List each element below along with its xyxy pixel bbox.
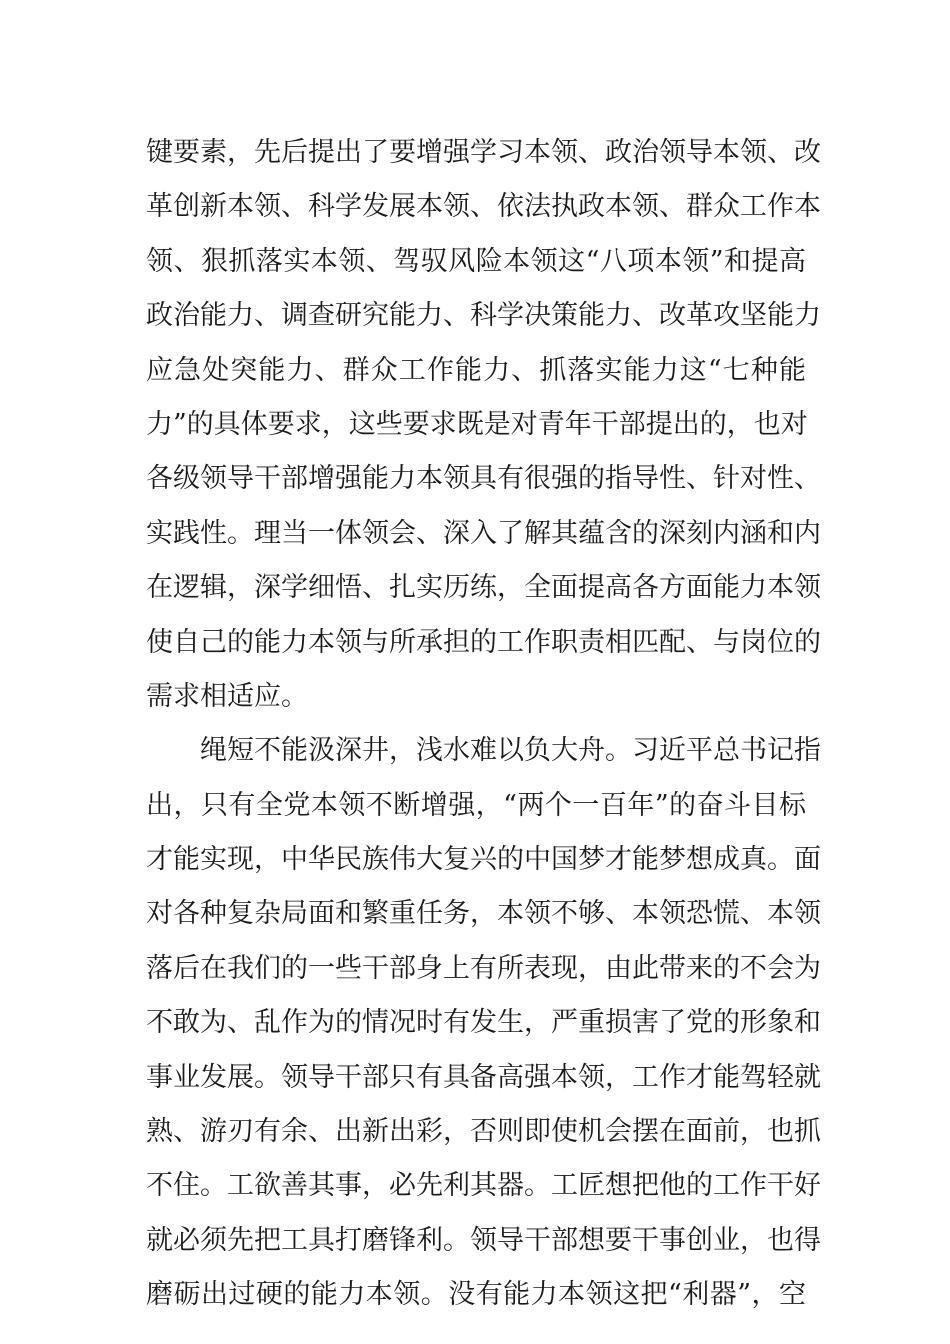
paragraph-1-line-2: 革创新本领、科学发展本领、依法执政本领、群众工作本 [146,191,821,223]
paragraph-1-line-10: 使自己的能力本领与所承担的工作职责相匹配、与岗位的 [146,626,821,658]
paragraph-2-line-11: 磨砺出过硬的能力本领。没有能力本领这把“利器”，空 [146,1279,806,1311]
paragraph-2-line-6: 不敢为、乱作为的情况时有发生，严重损害了党的形象和 [146,1007,821,1039]
paragraph-2-line-10: 就必须先把工具打磨锋利。领导干部想要干事创业，也得 [146,1224,821,1256]
paragraph-1-line-4: 政治能力、调查研究能力、科学决策能力、改革攻坚能力 [146,300,821,332]
paragraph-1-line-3: 领、狠抓落实本领、驾驭风险本领这“八项本领”和提高 [146,245,806,277]
paragraph-1-line-9: 在逻辑，深学细悟、扎实历练，全面提高各方面能力本领 [146,572,821,604]
paragraph-2-line-9: 不住。工欲善其事，必先利其器。工匠想把他的工作干好 [146,1170,821,1202]
paragraph-2-line-8: 熟、游刃有余、出新出彩，否则即使机会摆在面前，也抓 [146,1116,821,1148]
paragraph-1-line-11: 需求相适应。 [146,680,308,712]
paragraph-2-line-1: 绳短不能汲深井，浅水难以负大舟。习近平总书记指 [200,735,821,767]
paragraph-1-line-1: 键要素，先后提出了要增强学习本领、政治领导本领、改 [146,137,821,168]
paragraph-1-line-7: 各级领导干部增强能力本领具有很强的指导性、针对性、 [146,463,821,495]
paragraph-2-line-3: 才能实现，中华民族伟大复兴的中国梦才能梦想成真。面 [146,844,821,876]
paragraph-2-line-7: 事业发展。领导干部只有具备高强本领，工作才能驾轻就 [146,1061,821,1093]
paragraph-1-line-5: 应急处突能力、群众工作能力、抓落实能力这“七种能 [146,354,806,386]
paragraph-1-line-6: 力”的具体要求，这些要求既是对青年干部提出的，也对 [146,408,808,440]
paragraph-2-line-2: 出，只有全党本领不断增强，“两个一百年”的奋斗目标 [146,789,806,821]
paragraph-2-line-4: 对各种复杂局面和繁重任务，本领不够、本领恐慌、本领 [146,898,821,930]
paragraph-1-line-8: 实践性。理当一体领会、深入了解其蕴含的深刻内涵和内 [146,517,821,549]
body-text [146,126,821,1323]
paragraph-2-line-5: 落后在我们的一些干部身上有所表现，由此带来的不会为 [146,952,821,984]
